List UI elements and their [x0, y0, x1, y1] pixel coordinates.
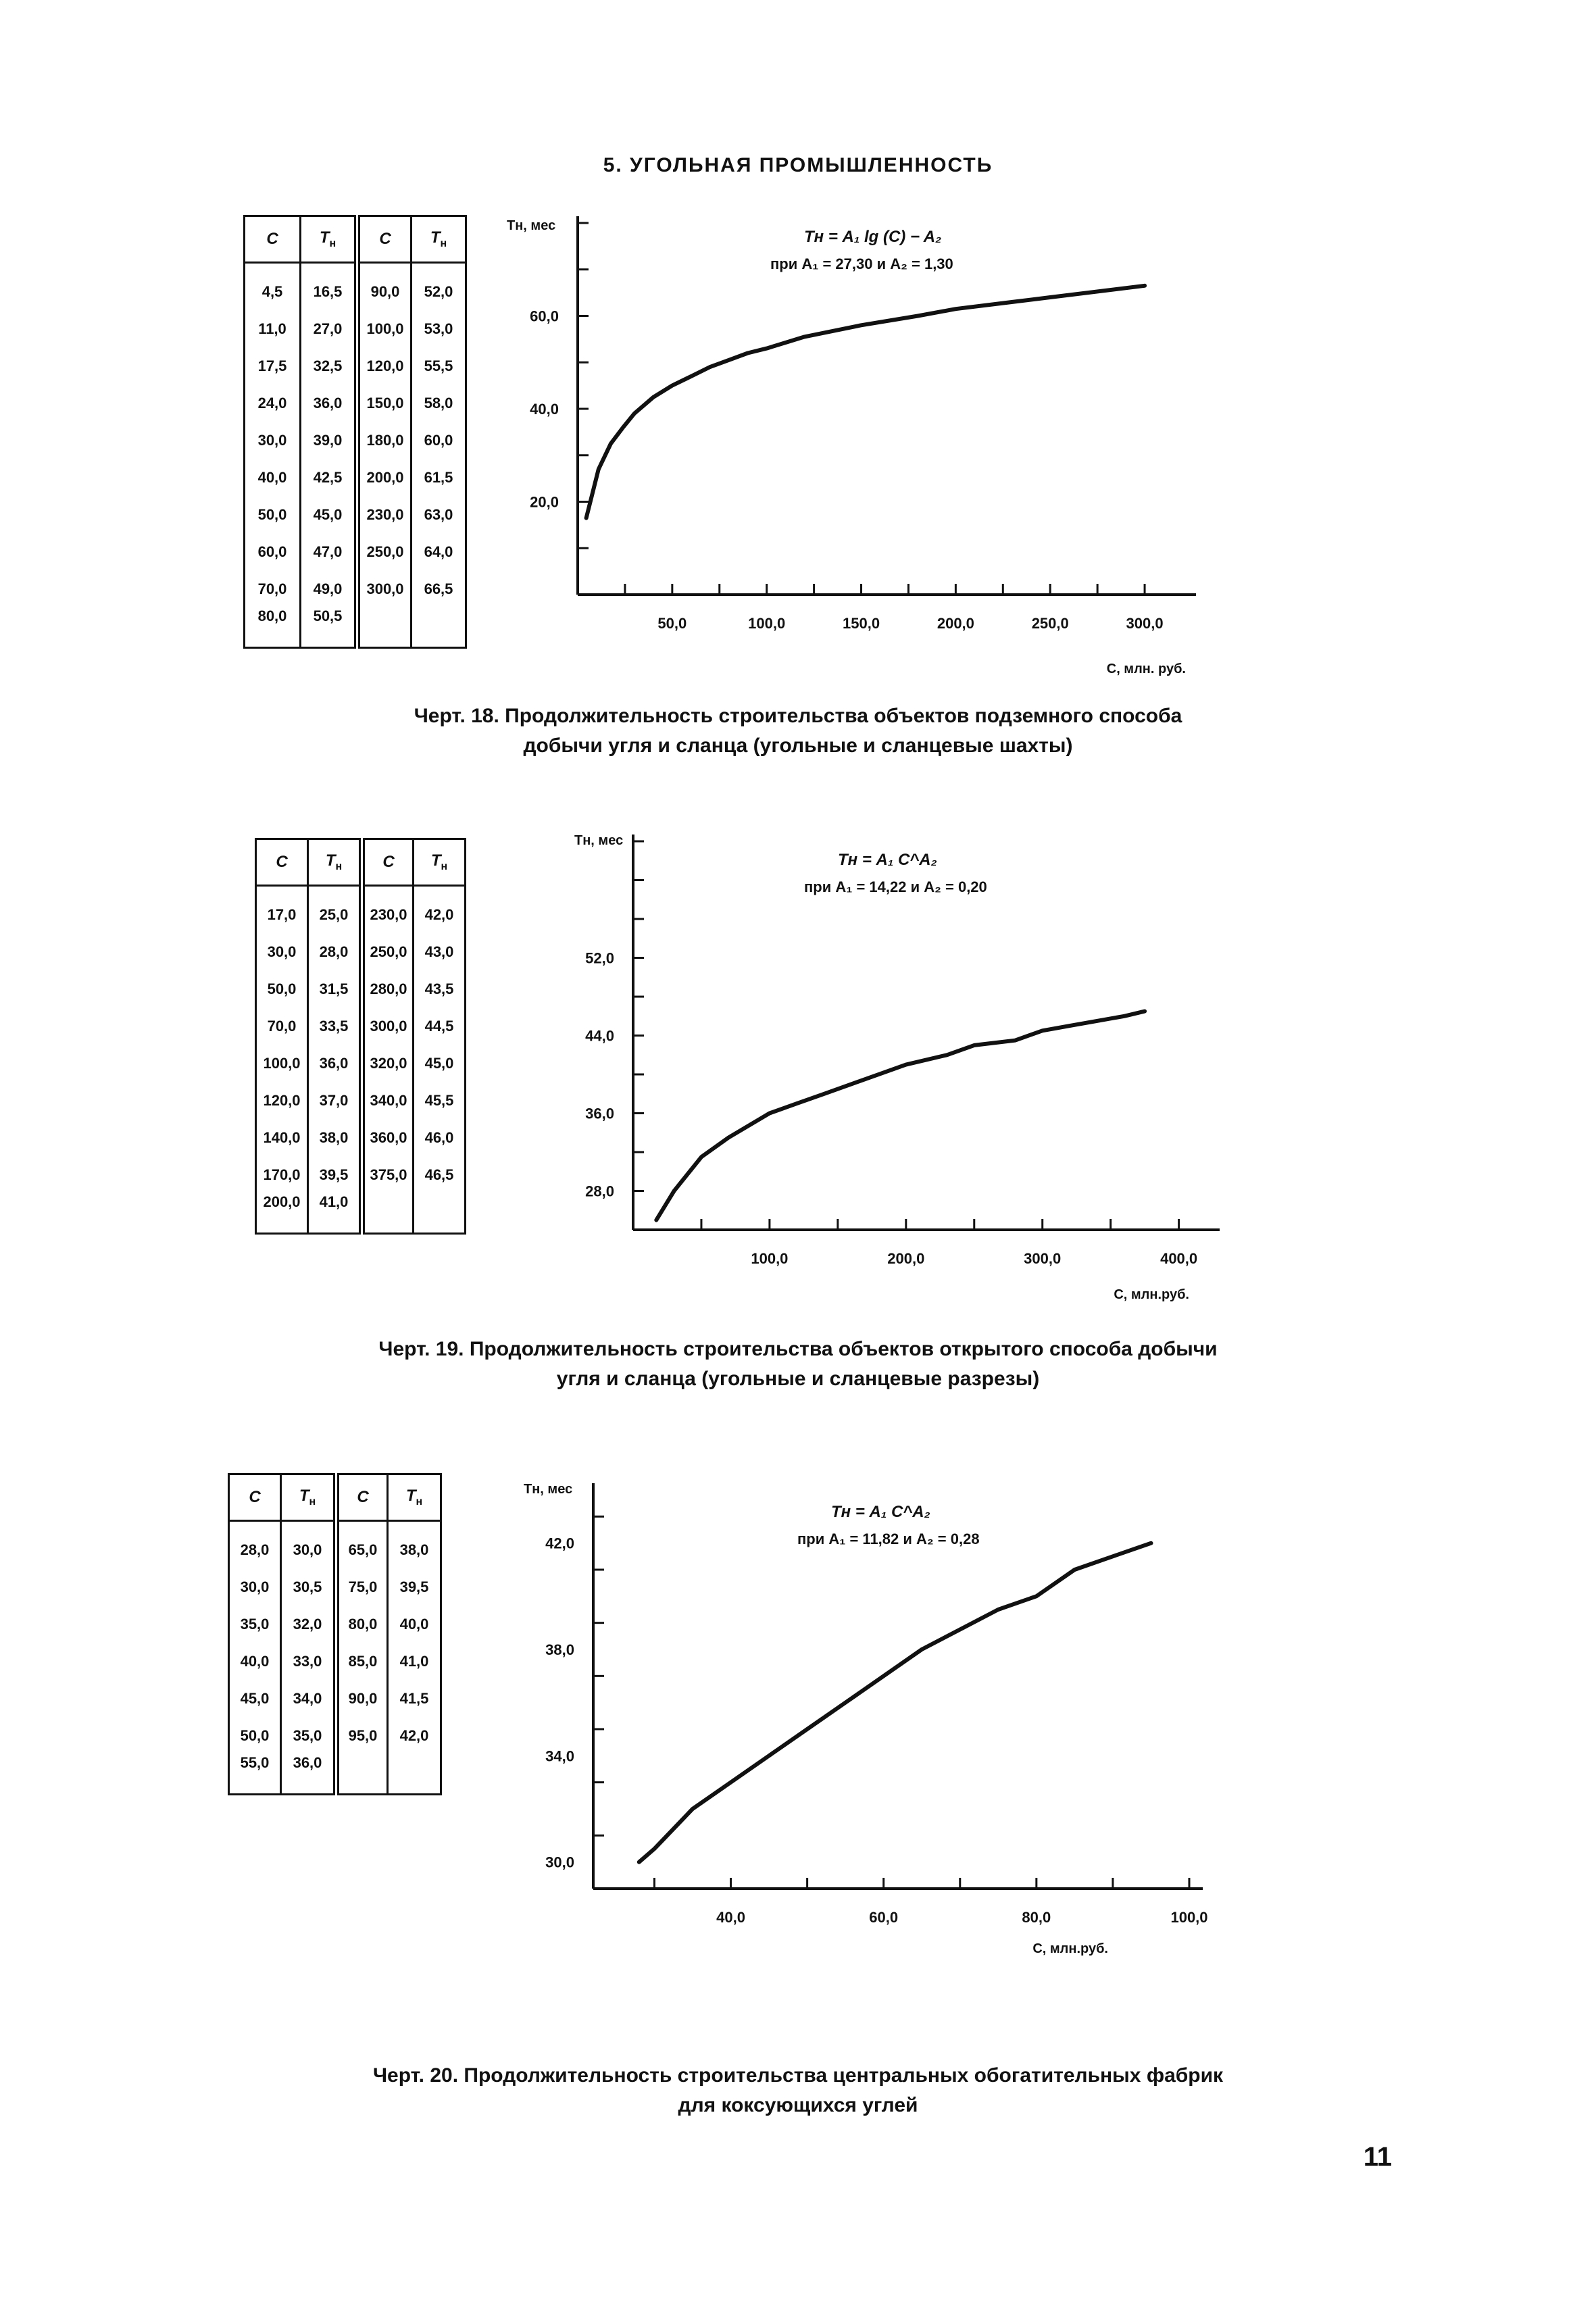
- table-cell: 340,0: [362, 1082, 414, 1119]
- table-cell: 40,0: [245, 459, 301, 496]
- table-cell: 200,0: [256, 1193, 308, 1234]
- table-cell: 58,0: [412, 384, 466, 422]
- table-cell: 230,0: [362, 886, 414, 934]
- table-cell: 55,5: [412, 347, 466, 384]
- table-cell: 32,5: [301, 347, 357, 384]
- table-cell: 60,0: [412, 422, 466, 459]
- y-axis-title: Tн, мес: [574, 833, 624, 848]
- table-cell: 39,5: [308, 1156, 362, 1193]
- table-cell: 61,5: [412, 459, 466, 496]
- table-cell: 11,0: [245, 310, 301, 347]
- caption-line: Черт. 18. Продолжительность строительства объектов подземного способа: [414, 705, 1182, 727]
- x-tick-label: 150,0: [843, 615, 880, 632]
- table-row: [245, 459, 466, 496]
- table-row: [256, 1007, 466, 1045]
- x-tick-label: 300,0: [1024, 1250, 1062, 1267]
- section-title: 5. УГОЛЬНАЯ ПРОМЫШЛЕННОСТЬ: [603, 154, 993, 176]
- y-tick-label: 30,0: [545, 1853, 574, 1871]
- table-cell: 40,0: [229, 1643, 281, 1680]
- table-cell: [336, 1754, 388, 1795]
- table-cell: 50,0: [245, 496, 301, 533]
- table-header: $T_н$: [412, 216, 466, 263]
- table-row: [245, 607, 466, 648]
- table-cell: 30,0: [245, 422, 301, 459]
- table-row: [229, 1717, 441, 1754]
- y-tick-label: 36,0: [585, 1105, 614, 1122]
- table-cell: 25,0: [308, 886, 362, 934]
- formula-params: при A₁ = 27,30 и A₂ = 1,30: [770, 255, 953, 272]
- table-cell: 46,0: [414, 1119, 466, 1156]
- page-number: 11: [1363, 2142, 1392, 2172]
- table-row: [256, 1156, 466, 1193]
- caption-line: Черт. 19. Продолжительность строительства объектов открытого способа добычи: [378, 1338, 1218, 1360]
- table-cell: 30,5: [281, 1568, 336, 1605]
- table-cell: 47,0: [301, 533, 357, 570]
- table-row: [256, 933, 466, 970]
- series-line: [656, 1012, 1145, 1220]
- table-cell: 4,5: [245, 263, 301, 311]
- table-cell: 40,0: [388, 1605, 441, 1643]
- x-tick-label: 200,0: [937, 615, 974, 632]
- table-cell: [412, 607, 466, 648]
- table-header: C: [256, 839, 308, 886]
- table-row: [229, 1568, 441, 1605]
- table-cell: 36,0: [308, 1045, 362, 1082]
- x-tick-label: 60,0: [869, 1909, 899, 1926]
- x-tick-label: 200,0: [887, 1250, 925, 1267]
- series-line: [587, 286, 1145, 518]
- table-cell: [414, 1193, 466, 1234]
- data-table: [255, 838, 466, 1235]
- x-axis-title: C, млн.руб.: [1032, 1941, 1108, 1956]
- table-cell: 60,0: [245, 533, 301, 570]
- table-cell: 38,0: [388, 1521, 441, 1569]
- table-cell: 28,0: [308, 933, 362, 970]
- table-cell: 80,0: [245, 607, 301, 648]
- table-row: [229, 1605, 441, 1643]
- table-row: [229, 1643, 441, 1680]
- y-tick-label: 52,0: [585, 949, 614, 967]
- caption-line: угля и сланца (угольные и сланцевые разрезы): [556, 1368, 1040, 1390]
- table-cell: 16,5: [301, 263, 357, 311]
- table-cell: 33,0: [281, 1643, 336, 1680]
- table-cell: 30,0: [229, 1568, 281, 1605]
- y-tick-label: 34,0: [545, 1747, 574, 1765]
- table-row: [256, 1045, 466, 1082]
- table-cell: 52,0: [412, 263, 466, 311]
- table-header: C: [357, 216, 412, 263]
- table-cell: 45,0: [301, 496, 357, 533]
- table-cell: 35,0: [229, 1605, 281, 1643]
- table-cell: 39,5: [388, 1568, 441, 1605]
- table-cell: 250,0: [362, 933, 414, 970]
- table-cell: 38,0: [308, 1119, 362, 1156]
- table-cell: 34,0: [281, 1680, 336, 1717]
- table-cell: 64,0: [412, 533, 466, 570]
- table-row: [245, 496, 466, 533]
- table-cell: 320,0: [362, 1045, 414, 1082]
- table-cell: 63,0: [412, 496, 466, 533]
- y-tick-label: 42,0: [545, 1535, 574, 1552]
- x-tick-label: 300,0: [1126, 615, 1164, 632]
- table-row: [245, 310, 466, 347]
- table-cell: [357, 607, 412, 648]
- series-line: [639, 1543, 1151, 1862]
- table-row: [229, 1680, 441, 1717]
- table-row: [245, 347, 466, 384]
- y-axis-title: Tн, мес: [507, 218, 556, 233]
- data-table: [243, 215, 467, 649]
- x-tick-label: 250,0: [1031, 615, 1069, 632]
- x-tick-label: 40,0: [716, 1909, 745, 1926]
- table-cell: 375,0: [362, 1156, 414, 1193]
- figure-caption: [0, 1335, 1596, 1394]
- table-row: [256, 1119, 466, 1156]
- table-cell: 50,0: [256, 970, 308, 1007]
- data-table: [228, 1473, 442, 1795]
- table-cell: 55,0: [229, 1754, 281, 1795]
- table-cell: 30,0: [281, 1521, 336, 1569]
- table-cell: 42,0: [388, 1717, 441, 1754]
- table-cell: 70,0: [245, 570, 301, 607]
- table-cell: 50,0: [229, 1717, 281, 1754]
- table-cell: 300,0: [357, 570, 412, 607]
- table-cell: 33,5: [308, 1007, 362, 1045]
- table-cell: 30,0: [256, 933, 308, 970]
- x-tick-label: 100,0: [1170, 1909, 1208, 1926]
- table-cell: 24,0: [245, 384, 301, 422]
- table-cell: 230,0: [357, 496, 412, 533]
- y-tick-label: 28,0: [585, 1183, 614, 1200]
- table-cell: 120,0: [357, 347, 412, 384]
- table-cell: 100,0: [256, 1045, 308, 1082]
- table-cell: 27,0: [301, 310, 357, 347]
- table-row: [229, 1754, 441, 1795]
- table-cell: 90,0: [357, 263, 412, 311]
- table-cell: 42,5: [301, 459, 357, 496]
- table-cell: 150,0: [357, 384, 412, 422]
- x-tick-label: 80,0: [1022, 1909, 1051, 1926]
- figure-caption: [0, 2061, 1596, 2120]
- table-cell: 17,0: [256, 886, 308, 934]
- table-row: [256, 970, 466, 1007]
- table-row: [256, 886, 466, 934]
- table-cell: 100,0: [357, 310, 412, 347]
- table-row: [245, 384, 466, 422]
- table-cell: [388, 1754, 441, 1795]
- table-cell: 39,0: [301, 422, 357, 459]
- x-tick-label: 100,0: [751, 1250, 789, 1267]
- table-cell: 45,0: [229, 1680, 281, 1717]
- table-cell: 180,0: [357, 422, 412, 459]
- formula: Tн = A₁ lg (C) − A₂: [804, 228, 942, 246]
- table-header: $T_н$: [308, 839, 362, 886]
- table-row: [245, 422, 466, 459]
- table-header: $T_н$: [414, 839, 466, 886]
- table-cell: [362, 1193, 414, 1234]
- formula-params: при A₁ = 11,82 и A₂ = 0,28: [797, 1530, 980, 1547]
- table-cell: 43,0: [414, 933, 466, 970]
- x-axis-title: C, млн.руб.: [1114, 1287, 1189, 1302]
- line-chart: [514, 1473, 1216, 1956]
- table-cell: 85,0: [336, 1643, 388, 1680]
- table-cell: 45,5: [414, 1082, 466, 1119]
- y-tick-label: 20,0: [530, 493, 559, 511]
- table-header: C: [336, 1474, 388, 1521]
- table-cell: 50,5: [301, 607, 357, 648]
- table-cell: 35,0: [281, 1717, 336, 1754]
- x-tick-label: 50,0: [657, 615, 687, 632]
- formula: Tн = A₁ C^A₂: [831, 1503, 930, 1521]
- table-cell: 17,5: [245, 347, 301, 384]
- caption-line: добычи угля и сланца (угольные и сланцевые шахты): [523, 735, 1073, 757]
- table-cell: 140,0: [256, 1119, 308, 1156]
- table-cell: 170,0: [256, 1156, 308, 1193]
- table-header: $T_н$: [281, 1474, 336, 1521]
- table-cell: 120,0: [256, 1082, 308, 1119]
- table-row: [256, 1082, 466, 1119]
- table-row: [245, 263, 466, 311]
- table-cell: 41,0: [308, 1193, 362, 1234]
- figure-caption: [0, 701, 1596, 761]
- table-cell: 41,5: [388, 1680, 441, 1717]
- table-cell: 37,0: [308, 1082, 362, 1119]
- table-cell: 53,0: [412, 310, 466, 347]
- table-cell: 49,0: [301, 570, 357, 607]
- table-cell: 46,5: [414, 1156, 466, 1193]
- table-cell: 36,0: [281, 1754, 336, 1795]
- table-cell: 80,0: [336, 1605, 388, 1643]
- x-axis-title: C, млн. руб.: [1106, 662, 1186, 676]
- y-axis-title: Tн, мес: [524, 1482, 573, 1497]
- table-cell: 75,0: [336, 1568, 388, 1605]
- table-header: C: [245, 216, 301, 263]
- table-cell: 90,0: [336, 1680, 388, 1717]
- table-row: [245, 533, 466, 570]
- table-row: [229, 1521, 441, 1569]
- table-cell: 300,0: [362, 1007, 414, 1045]
- table-cell: 36,0: [301, 384, 357, 422]
- x-tick-label: 100,0: [748, 615, 786, 632]
- caption-line: для коксующихся углей: [678, 2094, 918, 2116]
- formula-params: при A₁ = 14,22 и A₂ = 0,20: [804, 878, 987, 895]
- table-header: $T_н$: [301, 216, 357, 263]
- table-cell: 43,5: [414, 970, 466, 1007]
- y-tick-label: 40,0: [530, 401, 559, 418]
- y-tick-label: 38,0: [545, 1641, 574, 1658]
- table-header: C: [229, 1474, 281, 1521]
- table-cell: 280,0: [362, 970, 414, 1007]
- formula: Tн = A₁ C^A₂: [838, 851, 937, 869]
- table-cell: 31,5: [308, 970, 362, 1007]
- table-cell: 28,0: [229, 1521, 281, 1569]
- x-tick-label: 400,0: [1160, 1250, 1198, 1267]
- line-chart: [500, 203, 1210, 676]
- table-header: $T_н$: [388, 1474, 441, 1521]
- table-cell: 32,0: [281, 1605, 336, 1643]
- table-cell: 200,0: [357, 459, 412, 496]
- table-cell: 44,5: [414, 1007, 466, 1045]
- table-cell: 70,0: [256, 1007, 308, 1045]
- table-cell: 250,0: [357, 533, 412, 570]
- caption-line: Черт. 20. Продолжительность строительства центральных обогатительных фабрик: [372, 2064, 1224, 2087]
- table-cell: 360,0: [362, 1119, 414, 1156]
- table-row: [256, 1193, 466, 1234]
- table-row: [245, 570, 466, 607]
- line-chart: [554, 824, 1216, 1302]
- table-cell: 66,5: [412, 570, 466, 607]
- table-cell: 95,0: [336, 1717, 388, 1754]
- table-header: C: [362, 839, 414, 886]
- table-cell: 41,0: [388, 1643, 441, 1680]
- y-tick-label: 60,0: [530, 307, 559, 325]
- table-cell: 45,0: [414, 1045, 466, 1082]
- table-cell: 42,0: [414, 886, 466, 934]
- y-tick-label: 44,0: [585, 1027, 614, 1045]
- table-cell: 65,0: [336, 1521, 388, 1569]
